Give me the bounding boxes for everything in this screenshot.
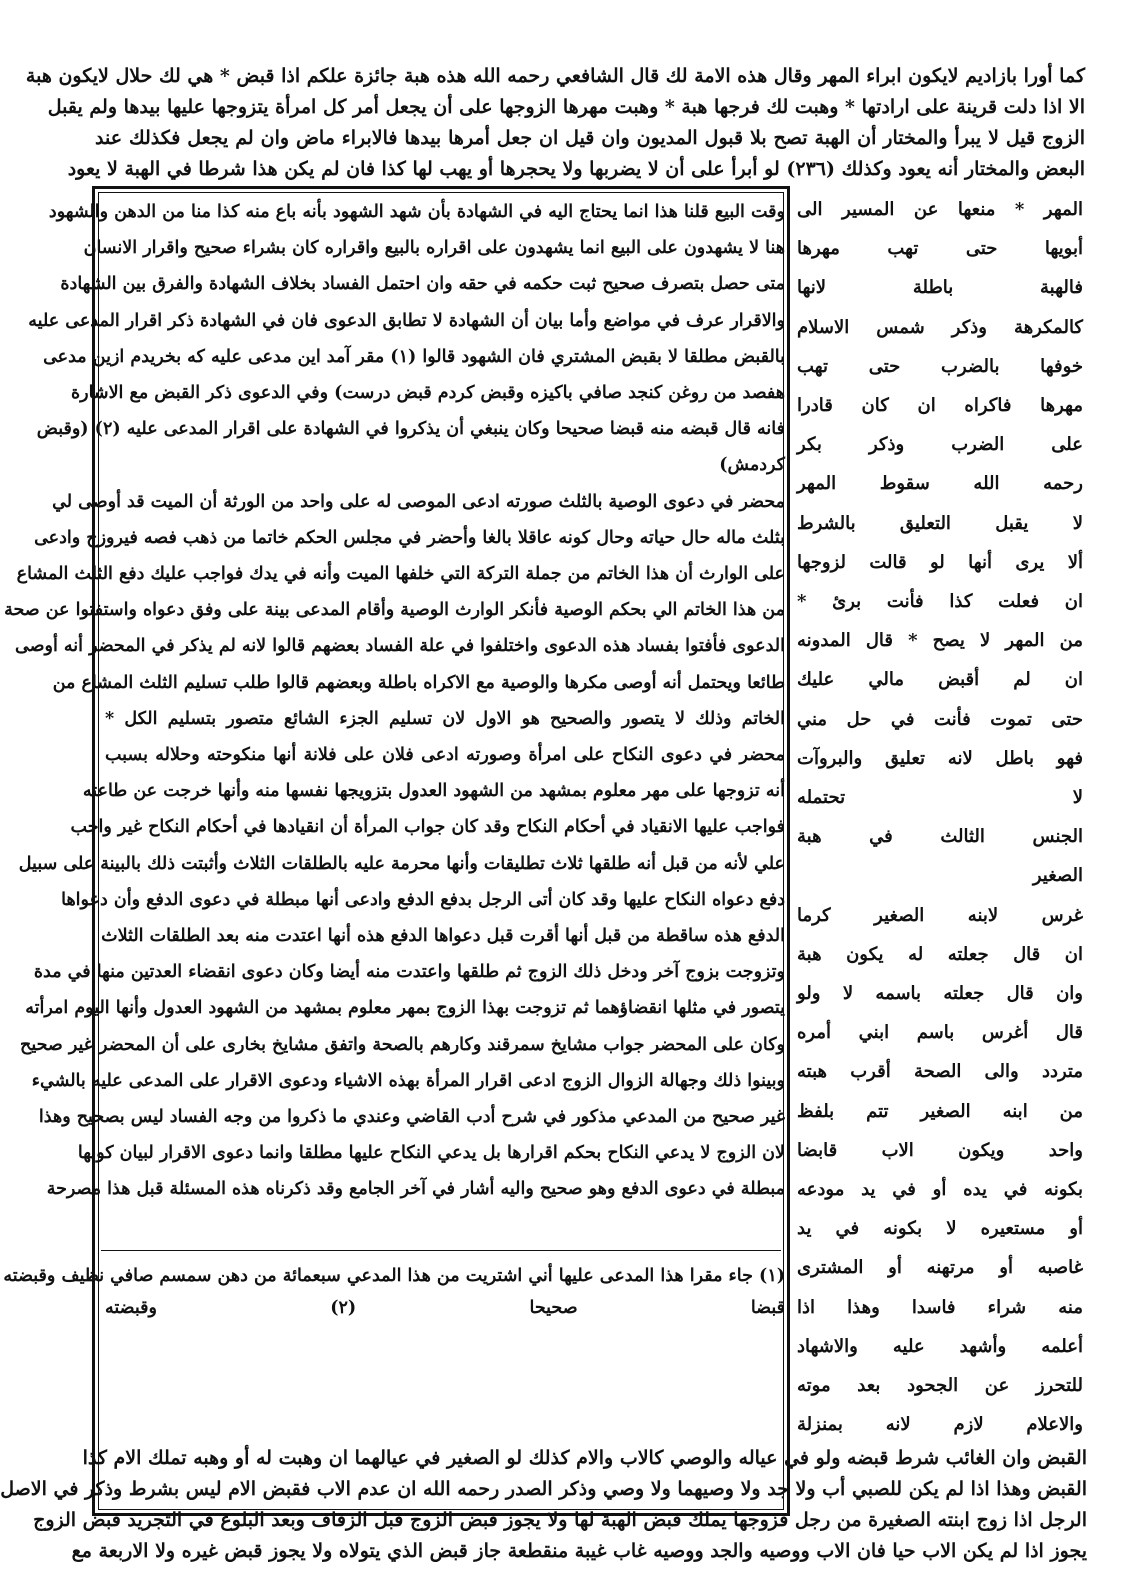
main-text-line: غير صحيح من المدعي مذكور في شرح أدب القاضي وعندي ما ذكروا من وجه الفساد ليس بصحيح وهذا: [38, 1107, 785, 1127]
header-line: الزوج قيل لا يبرأ والمختار أن الهبة تصح بلا قبول المديون وان قيل ان جعل أمرها بيدها فالابراء ماض وان لم يجعل فكذلك عند: [95, 127, 1085, 149]
margin-text-line: فالهبة باطلة لانها: [797, 277, 1083, 299]
margin-text-line: من المهر لا يصح * قال المدونه: [797, 630, 1083, 652]
margin-text-line: من ابنه الصغير تتم بلفظ: [797, 1100, 1083, 1122]
margin-text-line: لا تحتمله: [797, 787, 1083, 808]
main-text-line: وبينوا ذلك وجهالة الزوال الزوج ادعى اقرار المرأة بهذه الاشياء ودعوى الاقرار على المدعى عليه بالشيء: [31, 1070, 785, 1091]
main-text-line: على الوارث أن هذا الخاتم من جملة التركة التي خلفها الميت وأنه في يدك فواجب عليك دفع الثلث المشاع: [16, 564, 785, 584]
margin-text-line: مهرها فاكراه ان كان قادرا: [797, 395, 1083, 416]
main-text-line: علي لأنه من قبل أنه طلقها ثلاث تطليقات وأنها محرمة عليه بالطلقات الثلاث وأثبتت ذلك بالبينة على سبيل: [18, 853, 785, 874]
margin-text-line: ألا يرى أنها لو قالت لزوجها: [797, 551, 1083, 573]
margin-text-line: ان لم أقبض مالي عليك: [797, 669, 1083, 691]
main-text-line: بثلث ماله حال حياته وحال كونه عاقلا بالغا وأحضر في مجلس الحكم خاتما من ذهب فصه فيروزج وادعى: [34, 527, 785, 548]
main-text-line: الدفع هذه ساقطة من قبل أنها أقرت قبل دعواها الدفع هذه أنها اعتدت منه بعد الطلقات الثلاث: [101, 926, 785, 946]
bottom-line: القبض وان الغائب شرط قبضه ولو في عياله والوصي كالاب والام كذلك لو الصغير في عيالهما ان وهبت له أو وهبه تملك الام كذا: [82, 1447, 1087, 1469]
main-text-line: هفصد من روغن كنجد صافي باكيزه وقبض كردم قبض درست) وفي الدعوى ذكر القبض مع الاشارة: [70, 383, 785, 403]
main-text-line: يتصور في مثلها انقضاؤهما ثم تزوجت بهذا الزوج بمهر معلوم بمشهد من الشهود العدول وأنها اليوم امرأته: [25, 998, 785, 1019]
main-text-line: فانه قال قبضه منه قبضا صحيحا وكان ينبغي أن يذكروا في الشهادة على اقرار المدعى عليه (٢) (وقبض: [36, 419, 785, 440]
margin-text-line: فهو باطل لانه تعليق والبروآت: [797, 747, 1083, 769]
margin-text-line: للتحرز عن الجحود بعد موته: [797, 1375, 1083, 1396]
main-text-line: الدعوى فأفتوا بفساد هذه الدعوى واختلفوا في علة الفساد بعضهم قالوا لانه لم يذكر في المحضر أنه أوصى: [15, 636, 785, 657]
header-line: كما أورا بازاديم لايكون ابراء المهر وقال هذه الامة لك قال الشافعي رحمه الله هذه هبة جائزة علكم اذا قبض * هي لك حلال لايكون هبة: [25, 65, 1085, 87]
main-text-line: متى حصل بتصرف صحيح ثبت حكمه في حقه وان احتمل الفساد بخلاف الشهادة والفرق بين الشهادة: [60, 274, 785, 295]
margin-text-line: كالمكرهة وذكر شمس الاسلام: [797, 316, 1083, 338]
main-text-line: وقت البيع قلنا هذا انما يحتاج اليه في الشهادة بأن شهد الشهود بأنه باع منه كذا منا من الدهن والشهود: [48, 202, 785, 222]
main-text-line: محضر في دعوى النكاح على امرأة وصورته ادعى فلان على فلانة أنها منكوحته وحلاله بسبب: [105, 745, 785, 765]
main-text-line: من هذا الخاتم الي بحكم الوصية فأنكر الوارث الوصية وأقام المدعى بينة على وفق دعواه واستفتوا عن صحة: [4, 600, 785, 621]
bottom-line: الرجل اذا زوج ابنته الصغيرة من رجل فزوجها يملك قبض الهبة لها ولا يجوز قبض الزوج قبل الزفاف وبعد البلوغ في التجريد قبض الزوج: [33, 1509, 1087, 1531]
main-text-line: وكان على المحضر جواب مشايخ سمرقند وكارهم بالصحة واتفق مشايخ بخارى على أن المحضر غير صحيح: [20, 1034, 785, 1055]
margin-text-line: بكونه في يده أو في يد مودعه: [797, 1179, 1083, 1200]
header-line: الا اذا دلت قرينة على ارادتها * وهبت لك فرجها هبة * وهبت مهرها الزوجها على أن يجعل أمر كل امرأة يتزوجها عليها بيدها ولم يقبل: [47, 96, 1085, 118]
footnote-line: (١) جاء مقرا هذا المدعى عليها أني اشتريت من هذا المدعي سبعمائة من دهن سمسم صافي نظيف وقبضته: [3, 1266, 785, 1286]
margin-text-line: الصغير: [1032, 865, 1083, 887]
margin-text-line: رحمه الله سقوط المهر: [797, 473, 1083, 495]
margin-text-line: متردد والى الصحة أقرب هبته: [797, 1061, 1083, 1083]
margin-text-line: أبويها حتى تهب مهرها: [797, 238, 1083, 260]
margin-text-line: غرس لابنه الصغير كرما: [797, 904, 1083, 926]
main-text-line: محضر في دعوى الوصية بالثلث صورته ادعى الموصى له على واحد من الورثة أن الميت قد أوصى لي: [52, 491, 785, 512]
main-text-line: الخاتم وذلك لا يتصور والصحيح هو الاول لان تسليم الجزء الشائع متصور بتسليم الكل *: [105, 708, 785, 729]
main-text-line: مبطلة في دعوى الدفع وهو صحيح واليه أشار في آخر الجامع وقد ذكرناه هذه المسئلة قبل هذا مصرحة: [46, 1179, 785, 1200]
main-text-line: وتزوجت بزوج آخر ودخل ذلك الزوج ثم طلقها واعتدت منه أيضا وكان دعوى انقضاء العدتين منها في مدة: [33, 962, 785, 983]
main-text-line: هنا لا يشهدون على البيع انما يشهدون على اقراره بالبيع واقراره كان بشراء صحيح واقرار الانسان: [83, 238, 785, 259]
main-text-line: أنه تزوجها على مهر معلوم بمشهد من الشهود العدول بتزويجها نفسها منه وأنها خرجت عن طاعته: [82, 781, 785, 802]
main-text-line: فواجب عليها الانقياد في أحكام النكاح وقد كان جواب المرأة أن انقيادها في أحكام النكاح غير واجب: [70, 817, 785, 838]
margin-text-line: والاعلام لازم لانه بمنزلة: [797, 1414, 1083, 1436]
margin-text-line: لا يقبل التعليق بالشرط: [797, 512, 1083, 534]
bottom-line: القبض وهذا اذا لم يكن للصبي أب ولا جد ولا وصيهما ولا وصي وذكر الصدر رحمه الله ان عدم الاب فقبض الام ليس بشرط وذكر في الاصل: [0, 1478, 1087, 1500]
margin-text-line: الجنس الثالث في هبة: [797, 826, 1083, 848]
margin-text-line: أعلمه وأشهد عليه والاشهاد: [797, 1335, 1083, 1357]
main-text-line: لان الزوج لا يدعي النكاح بحكم اقرارها بل يدعي النكاح عليها مطلقا وانما دعوى الاقرار لبيان كونها: [77, 1143, 785, 1164]
margin-text-line: واحد ويكون الاب قابضا: [797, 1139, 1083, 1161]
margin-text-line: ان فعلت كذا فأنت برئ *: [797, 591, 1083, 612]
header-line: البعض والمختار أنه يعود وكذلك (٢٣٦) لو أبرأ على أن لا يضربها ولا يحجرها أو يهب لها كذا فان لم يكن هذا شرطا في الهبة لا يعود: [67, 158, 1085, 180]
margin-text-line: المهر * منعها عن المسير الى: [797, 199, 1083, 220]
main-text-line: بالقبض مطلقا لا بقبض المشتري فان الشهود قالوا (١) مقر آمد اين مدعى عليه كه بخريدم ازين مدعى: [43, 346, 785, 367]
margin-text-line: وان قال جعلته باسمه لا ولو: [797, 983, 1083, 1004]
main-text-line: والاقرار عرف في مواضع وأما بيان أن الشهادة لا تطابق الدعوى فان في الشهادة ذكر اقرار المدعى عليه: [28, 310, 785, 331]
main-text-line: كردمش): [719, 455, 785, 476]
main-text-line: طائعا ويحتمل أنه أوصى مكرها والوصية مع الاكراه باطلة وبعضهم قالوا طلب تسليم الثلث المشاع من: [52, 672, 785, 693]
margin-text-line: خوفها بالضرب حتى تهب: [797, 355, 1083, 377]
margin-text-line: غاصبه أو مرتهنه أو المشترى: [797, 1257, 1083, 1279]
margin-text-line: حتى تموت فأنت في حل مني: [797, 708, 1083, 730]
bottom-line: يجوز اذا لم يكن الاب حيا فان الاب ووصيه والجد ووصيه غاب غيبة منقطعة جاز قبض الذي يتولاه ولا يجوز قبض غيره ولا الاربعة مع: [71, 1540, 1087, 1562]
margin-text-line: منه شراء فاسدا وهذا اذا: [797, 1296, 1083, 1318]
margin-text-line: قال أغرس باسم ابني أمره: [797, 1022, 1083, 1044]
footnote-line: قبضا صحيحا (٢) وقبضته: [105, 1298, 786, 1318]
margin-text-line: على الضرب وذكر بكر: [797, 434, 1083, 456]
footnote-rule: [101, 1250, 781, 1251]
main-text-line: دفع دعواه النكاح عليها وقد كان أتى الرجل بدفع الدفع وادعى أنها مبطلة في دعوى الدفع وأن دعواها: [61, 889, 785, 910]
margin-text-line: ان قال جعلته له يكون هبة: [797, 943, 1083, 965]
margin-text-line: أو مستعيره لا بكونه في يد: [797, 1218, 1083, 1240]
